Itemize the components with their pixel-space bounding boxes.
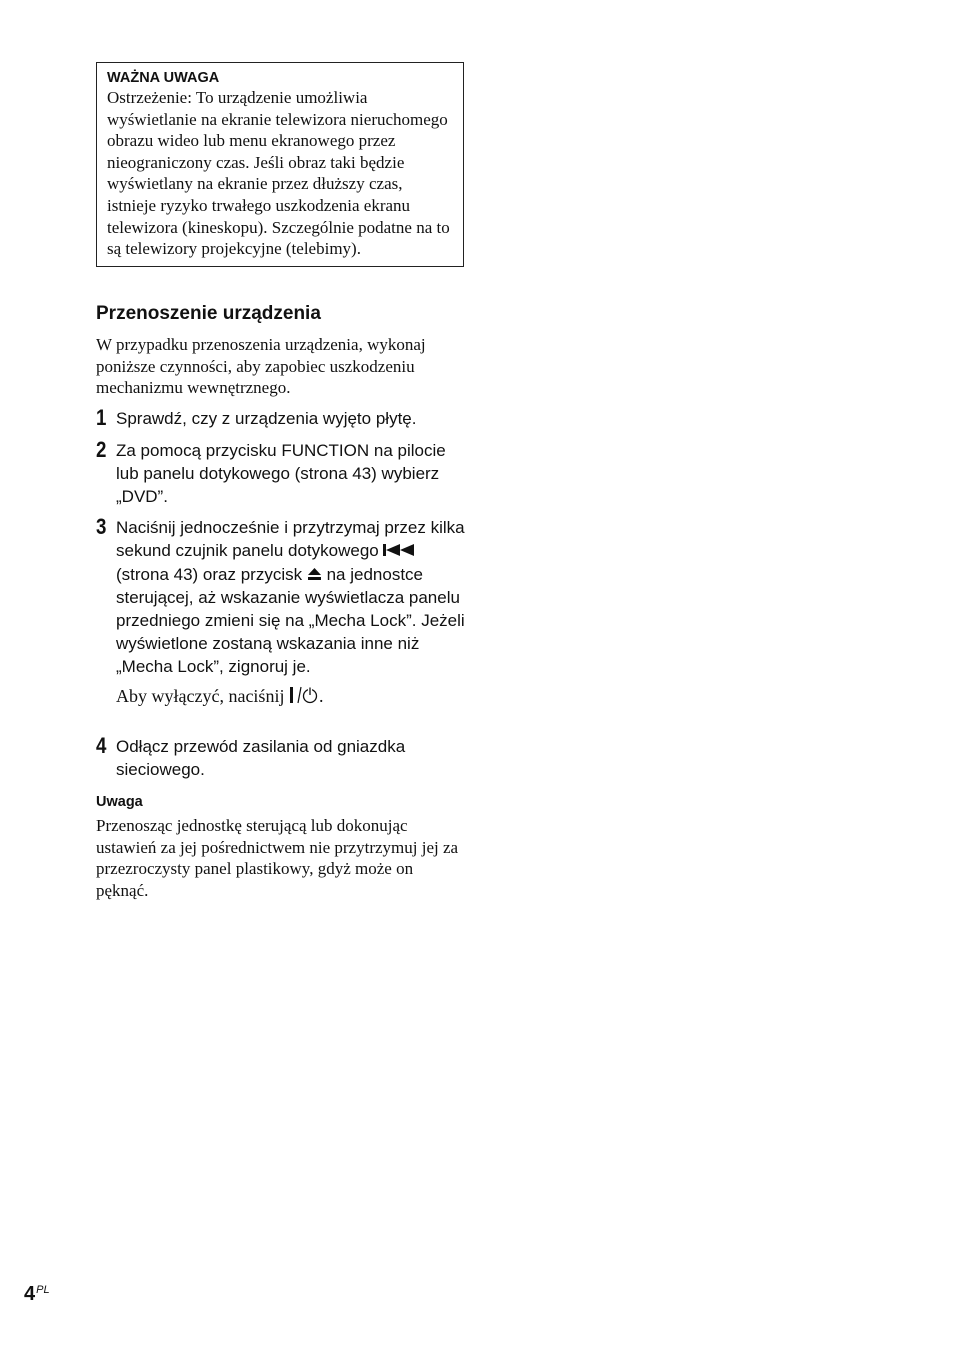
step-text: Za pomocą przycisku FUNCTION na pilocie lub panelu dotykowego (strona 43) wybierz „DVD”. [116, 441, 446, 506]
step-text-part: na jednostce sterującej, aż wskazanie wyświetlacza panelu przedniego zmieni się na „Mecha Lock”. Jeżeli wyświetlone zostaną wskazania inne niż „Mecha Lock”, zignoruj je. [116, 564, 465, 676]
important-notice-box [96, 62, 464, 267]
step-sub-text [116, 684, 468, 710]
step-number: 1 [96, 405, 107, 430]
page-number [24, 1279, 50, 1305]
step-number: 4 [96, 733, 107, 758]
page-number-value: 4 [24, 1283, 36, 1305]
eject-icon [307, 565, 322, 588]
previous-track-icon [383, 541, 415, 564]
note-title: Uwaga [96, 794, 143, 810]
page-language: PL [36, 1284, 50, 1296]
notice-body: Ostrzeżenie: To urządzenie umożliwia wyświetlanie na ekranie telewizora nieruchomego obrazu wideo lub menu ekranowego przez nieograniczony czas. Jeśli obraz taki będzie wyświetlany na ekranie przez dłuższy czas, istnieje ryzyko trwałego uszkodzenia ekranu telewizora (kineskopu). Szczególnie podatne na to są telewizory projekcyjne (telebimy). [107, 88, 450, 259]
step-text [116, 517, 468, 679]
step-text: Sprawdź, czy z urządzenia wyjęto płytę. [116, 409, 417, 428]
note-body: Przenosząc jednostkę sterującą lub dokonując ustawień za jej pośrednictwem nie przytrzymuj jej za przezroczysty panel plastikowy, gdyż może on pęknąć. [96, 816, 459, 900]
step-1 [96, 405, 468, 431]
step-sub-text-end: . [318, 685, 324, 706]
section-intro: W przypadku przenoszenia urządzenia, wykonaj poniższe czynności, aby zapobiec uszkodzeniu mechanizmu wewnętrznego. [96, 335, 426, 398]
power-icon [289, 686, 319, 710]
notice-title: WAŻNA UWAGA [107, 70, 220, 86]
step-text-part: (strona 43) oraz przycisk [116, 564, 303, 584]
step-text-part: Naciśnij jednocześnie i przytrzymaj przez kilka sekund czujnik panelu dotykowego [116, 518, 465, 560]
step-text: Odłącz przewód zasilania od gniazdka sieciowego. [116, 737, 406, 779]
step-4 [96, 733, 468, 782]
step-number: 2 [96, 437, 107, 462]
step-3 [96, 514, 468, 710]
step-sub-text-part: Aby wyłączyć, naciśnij [116, 685, 285, 706]
step-number: 3 [96, 514, 107, 539]
step-2 [96, 437, 468, 508]
section-title: Przenoszenie urządzenia [96, 303, 321, 324]
